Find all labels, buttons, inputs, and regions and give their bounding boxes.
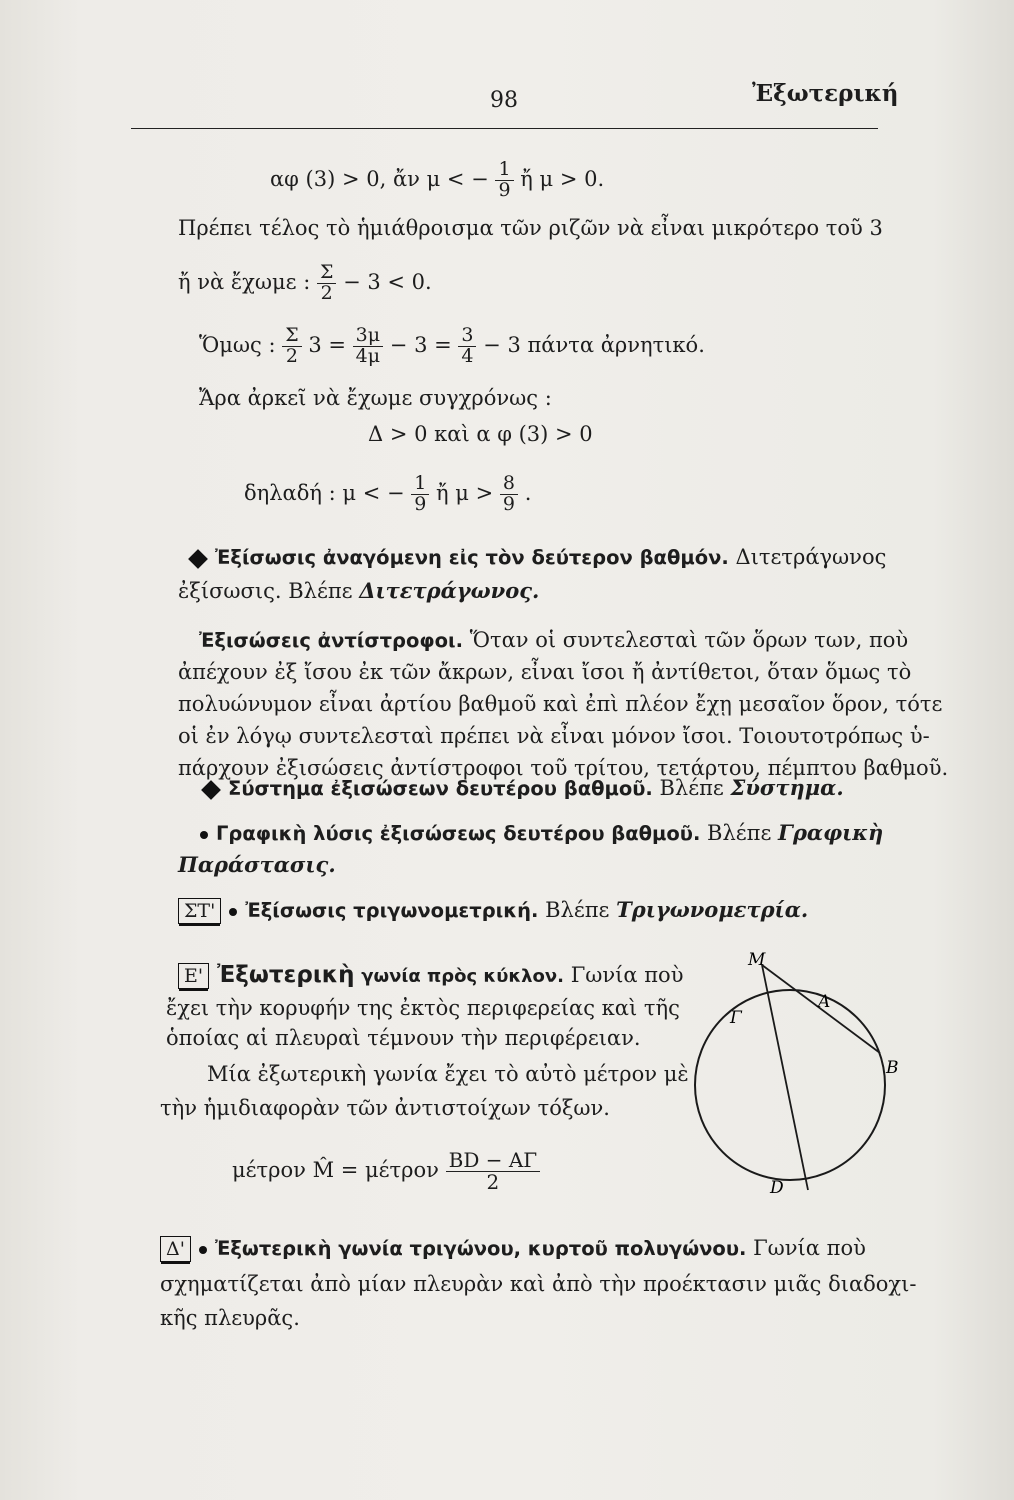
label-gamma: Γ (730, 1008, 742, 1028)
paragraph-line: σχηματίζεται ἀπὸ μίαν πλευρὰν καὶ ἀπὸ τὴν προέκτασιν μιᾶς διαδοχι- (160, 1272, 917, 1296)
equation-line-4 (199, 326, 705, 367)
cross-reference: Σύστημα. (730, 775, 844, 800)
entry-title: Ἐξισώσεις ἀντίστροφοι. (199, 629, 464, 652)
entry-external-angle-circle (178, 962, 683, 989)
running-title: Ἐξωτερική (752, 80, 899, 107)
text: Διτετράγωνος (735, 545, 887, 569)
header-rule (131, 128, 878, 129)
condition-line-7 (244, 474, 531, 515)
circle (695, 990, 885, 1180)
entry-graphical-solution-line2 (178, 852, 336, 877)
bullet-icon (229, 908, 237, 916)
text: ἤ μ > (436, 480, 494, 505)
bullet-icon (200, 831, 208, 839)
entry-reducible-equation (187, 545, 886, 569)
entry-title: Ἐξίσωσις ἀναγόμενη εἰς τὸν δεύτερον βαθμόν. (215, 546, 729, 569)
condition-line-6: Δ > 0 καὶ α φ (3) > 0 (368, 422, 593, 446)
text: μέτρον M̂ = μέτρον (232, 1158, 439, 1182)
inequality-line-3 (178, 263, 432, 304)
text: − 3 < 0. (343, 269, 432, 294)
label-b: B (886, 1058, 899, 1078)
grade-box: ΣΤ' (178, 898, 221, 924)
entry-reducible-equation-line2 (178, 578, 539, 603)
text: Ὅταν οἱ συντελεσταὶ τῶν ὅρων των, ποὺ (469, 628, 909, 652)
entry-subtitle: γωνία πρὸς κύκλον. (361, 966, 565, 987)
entry-external-angle-polygon (160, 1236, 866, 1262)
sentence-line-5: Ἄρα ἀρκεῖ νὰ ἔχωμε συγχρόνως : (199, 386, 552, 410)
inequality-line-1 (270, 160, 604, 201)
entry-title: Σύστημα ἐξισώσεων δευτέρου βαθμοῦ. (228, 777, 653, 800)
paragraph-line: οἱ ἐν λόγῳ συντελεσταὶ πρέπει νὰ εἶναι μόνον ἴσοι. Τοιουτοτρόπως ὑ- (178, 724, 930, 748)
label-a: A (818, 992, 831, 1012)
text: Ὅμως : (199, 332, 276, 357)
cross-reference: Τριγωνομετρία. (616, 897, 809, 922)
paragraph-line: πολυώνυμον εἶναι ἀρτίου βαθμοῦ καὶ ἐπὶ πλέον ἔχῃ μεσαῖον ὅρον, τότε (178, 692, 943, 716)
paragraph-line: ἀπέχουν ἐξ ἴσου ἐκ τῶν ἄκρων, εἶναι ἴσοι ἤ ἀντίθετοι, ὅταν ὅμως τὸ (178, 660, 912, 684)
fraction: $\frac{\Sigma}{2}$ (282, 326, 301, 367)
fraction: $\frac{BD - A\Gamma}{2}$ (446, 1150, 541, 1193)
entry-reciprocal-equations (199, 628, 908, 652)
grade-box: Δ' (160, 1236, 191, 1262)
bullet-icon (199, 1246, 207, 1254)
paragraph-line: ἔχει τὴν κορυφήν της ἐκτὸς περιφερείας καὶ τῆς (166, 996, 680, 1020)
text: Βλέπε (707, 821, 772, 845)
text: δηλαδή : μ < − (244, 480, 405, 505)
sentence-line-2: Πρέπει τέλος τὸ ἡμιάθροισμα τῶν ριζῶν νὰ εἶναι μικρότερο τοῦ 3 (178, 216, 883, 240)
entry-trigonometric-equation (178, 897, 808, 924)
paragraph-line: τὴν ἡμιδιαφορὰν τῶν ἀντιστοίχων τόξων. (160, 1096, 610, 1120)
text: αφ (3) > 0, ἄν μ < − (270, 166, 489, 191)
text: − 3 = (389, 332, 452, 357)
label-m: M (748, 950, 766, 970)
text: ἤ νὰ ἔχωμε : (178, 269, 311, 294)
text: Γωνία ποὺ (753, 1236, 866, 1260)
text: Γωνία ποὺ (570, 963, 684, 987)
text: Βλέπε (659, 776, 724, 800)
grade-box: Ε' (178, 963, 209, 989)
paragraph-line: πάρχουν ἐξισώσεις ἀντίστροφοι τοῦ τρίτου, τετάρτου, πέμπτου βαθμοῦ. (178, 756, 949, 780)
paragraph-line: Μία ἐξωτερικὴ γωνία ἔχει τὸ αὐτὸ μέτρον μὲ (207, 1062, 689, 1086)
cross-reference: Διτετράγωνος. (359, 578, 540, 603)
text: − 3 πάντα ἀρνητικό. (483, 332, 705, 357)
diamond-bullet-icon (201, 780, 221, 800)
cross-reference: Παράστασις. (178, 852, 336, 877)
entry-title: Ἐξίσωσις τριγωνομετρική. (245, 899, 539, 922)
label-d: D (770, 1178, 784, 1195)
entry-system-of-equations (200, 775, 844, 800)
fraction: $\frac{3\mu}{4\mu}$ (353, 326, 383, 367)
fraction: $\frac{1}{9}$ (411, 474, 429, 515)
fraction: $\frac{3}{4}$ (458, 326, 476, 367)
fraction: $\frac{\Sigma}{2}$ (317, 263, 336, 304)
diamond-bullet-icon (188, 549, 208, 569)
fraction: $\frac{8}{9}$ (500, 474, 518, 515)
fraction: $\frac{1}{9}$ (495, 160, 513, 201)
cross-reference: Γραφικὴ (778, 820, 884, 845)
entry-title: Ἐξωτερικὴ γωνία τριγώνου, κυρτοῦ πολυγώνου. (214, 1237, 747, 1260)
secant-md (762, 965, 808, 1190)
arc-measure-formula (232, 1150, 540, 1193)
external-angle-figure (690, 945, 920, 1195)
text: ἤ μ > 0. (520, 166, 605, 191)
text: . (524, 480, 532, 505)
entry-title: Γραφικὴ λύσις ἐξισώσεως δευτέρου βαθμοῦ. (216, 822, 701, 845)
paragraph-line: ὁποίας αἱ πλευραὶ τέμνουν τὴν περιφέρειαν. (166, 1026, 641, 1050)
entry-graphical-solution (200, 820, 883, 845)
text: ἐξίσωσις. Βλέπε (178, 579, 353, 603)
text: Βλέπε (545, 898, 610, 922)
paragraph-line: κῆς πλευρᾶς. (160, 1306, 300, 1330)
text: 3 = (308, 332, 346, 357)
entry-title: Ἐξωτερικὴ (217, 962, 355, 988)
page-number: 98 (490, 88, 518, 113)
